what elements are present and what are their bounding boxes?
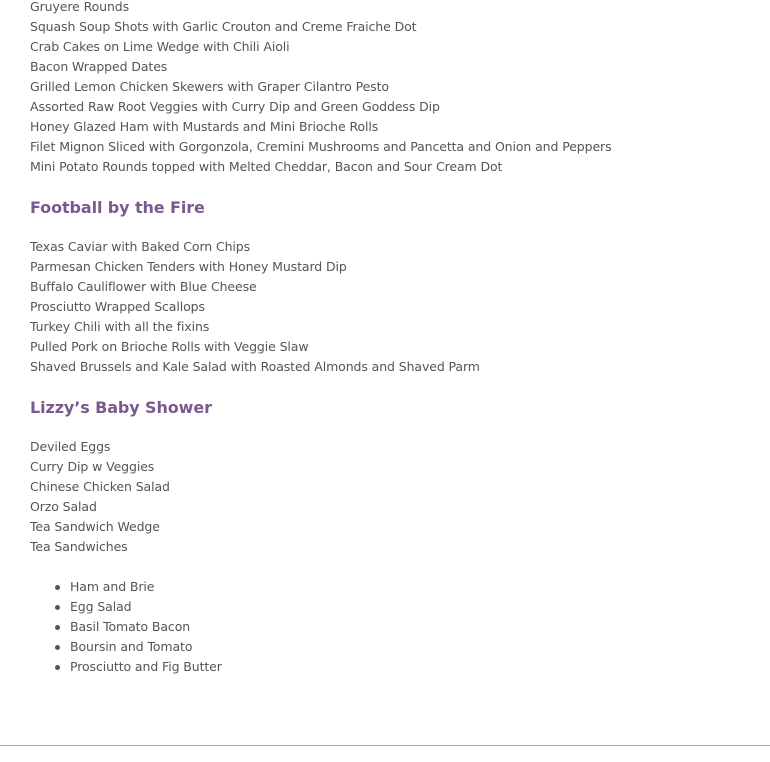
menu-item: Filet Mignon Sliced with Gorgonzola, Cremini Mushrooms and Pancetta and Onion and Peppers xyxy=(30,139,612,154)
tea-sandwich-list xyxy=(30,577,750,677)
menu-item: Orzo Salad xyxy=(30,499,97,514)
menu-content xyxy=(30,0,750,677)
menu-item: Curry Dip w Veggies xyxy=(30,459,155,474)
menu-item: Crab Cakes on Lime Wedge with Chili Aioli xyxy=(30,39,290,54)
menu-item: Texas Caviar with Baked Corn Chips xyxy=(30,239,251,254)
menu-item: Squash Soup Shots with Garlic Crouton and Creme Fraiche Dot xyxy=(30,19,417,34)
menu-item: Tea Sandwiches xyxy=(30,539,128,554)
menu-item: Mini Potato Rounds topped with Melted Cheddar, Bacon and Sour Cream Dot xyxy=(30,159,503,174)
list-item: Ham and Brie xyxy=(70,577,750,597)
football-heading: Football by the Fire xyxy=(30,198,205,217)
menu-item: Buffalo Cauliflower with Blue Cheese xyxy=(30,279,257,294)
menu-item: Chinese Chicken Salad xyxy=(30,479,170,494)
list-item: Egg Salad xyxy=(70,597,750,617)
football-menu-items xyxy=(30,237,750,377)
menu-item: Deviled Eggs xyxy=(30,439,111,454)
menu-item: Pulled Pork on Brioche Rolls with Veggie Slaw xyxy=(30,339,309,354)
menu-item: Parmesan Chicken Tenders with Honey Mustard Dip xyxy=(30,259,347,274)
list-item: Basil Tomato Bacon xyxy=(70,617,750,637)
intro-menu-items xyxy=(30,0,750,177)
footer xyxy=(0,746,770,762)
menu-item: Bacon Wrapped Dates xyxy=(30,59,168,74)
menu-item: Honey Glazed Ham with Mustards and Mini Brioche Rolls xyxy=(30,119,379,134)
menu-item: Shaved Brussels and Kale Salad with Roasted Almonds and Shaved Parm xyxy=(30,359,480,374)
baby-shower-menu-items xyxy=(30,437,750,557)
menu-item: Assorted Raw Root Veggies with Curry Dip and Green Goddess Dip xyxy=(30,99,440,114)
menu-item: Tea Sandwich Wedge xyxy=(30,519,160,534)
menu-item: Prosciutto Wrapped Scallops xyxy=(30,299,205,314)
list-item: Prosciutto and Fig Butter xyxy=(70,657,750,677)
list-item: Boursin and Tomato xyxy=(70,637,750,657)
menu-item: Turkey Chili with all the fixins xyxy=(30,319,210,334)
baby-shower-heading: Lizzy’s Baby Shower xyxy=(30,398,212,417)
menu-item: Gruyere Rounds xyxy=(30,0,130,14)
menu-item: Grilled Lemon Chicken Skewers with Graper Cilantro Pesto xyxy=(30,79,389,94)
